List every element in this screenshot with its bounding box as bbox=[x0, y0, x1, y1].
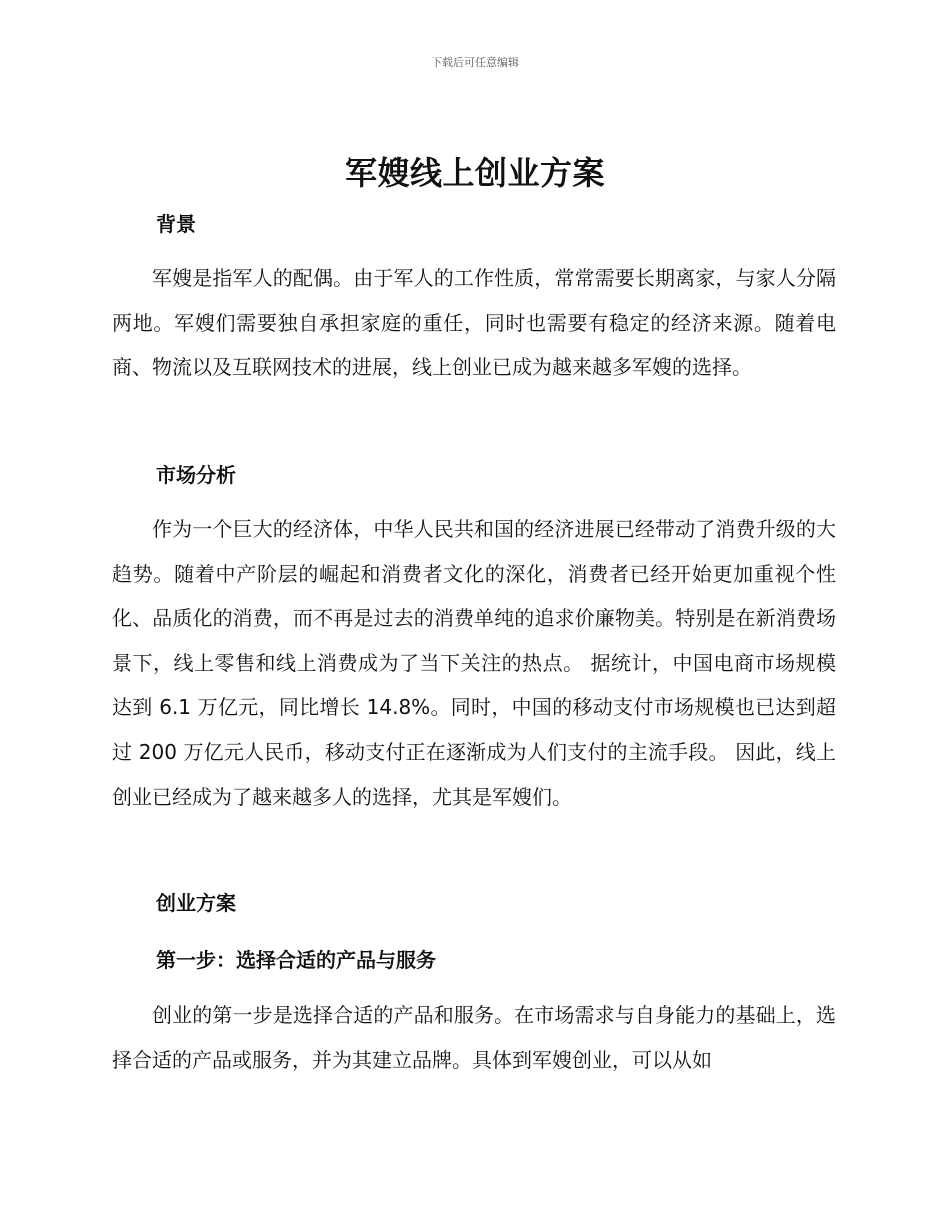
paragraph-market: 作为一个巨大的经济体，中华人民共和国的经济进展已经带动了消费升级的大趋势。随着中产阶层的崛起和消费者文化的深化，消费者已经开始更加重视个性化、品质化的消费，而不再是过去的消费单纯的追求价廉物美。特别是在新消费场景下，线上零售和线上消费成为了当下关注的热点。 据统计，中国电商市场规模达到 6.1 万亿元，同比增长 14.8%。同时，中国的移动支付市场规模也已达到超过 200 万亿元人民币，移动支付正在逐渐成为人们支付的主流手段。 因此，线上创业已经成为了越来越多人的选择，尤其是军嫂们。 bbox=[112, 517, 836, 809]
section-heading-plan: 创业方案 bbox=[156, 891, 236, 915]
document-title: 军嫂线上创业方案 bbox=[344, 154, 605, 192]
paragraph-background: 军嫂是指军人的配偶。由于军人的工作性质，常常需要长期离家，与家人分隔两地。军嫂们需要独自承担家庭的重任，同时也需要有稳定的经济来源。随着电商、物流以及互联网技术的进展，线上创业已成为越来越多军嫂的选择。 bbox=[112, 266, 836, 380]
subsection-heading-step1: 第一步：选择合适的产品与服务 bbox=[156, 948, 436, 972]
header-note: 下载后可任意编辑 bbox=[431, 56, 519, 69]
section-heading-market: 市场分析 bbox=[156, 463, 236, 487]
section-heading-background: 背景 bbox=[156, 212, 196, 236]
paragraph-step1: 创业的第一步是选择合适的产品和服务。在市场需求与自身能力的基础上，选择合适的产品或服务，并为其建立品牌。具体到军嫂创业，可以从如 bbox=[112, 1003, 836, 1072]
